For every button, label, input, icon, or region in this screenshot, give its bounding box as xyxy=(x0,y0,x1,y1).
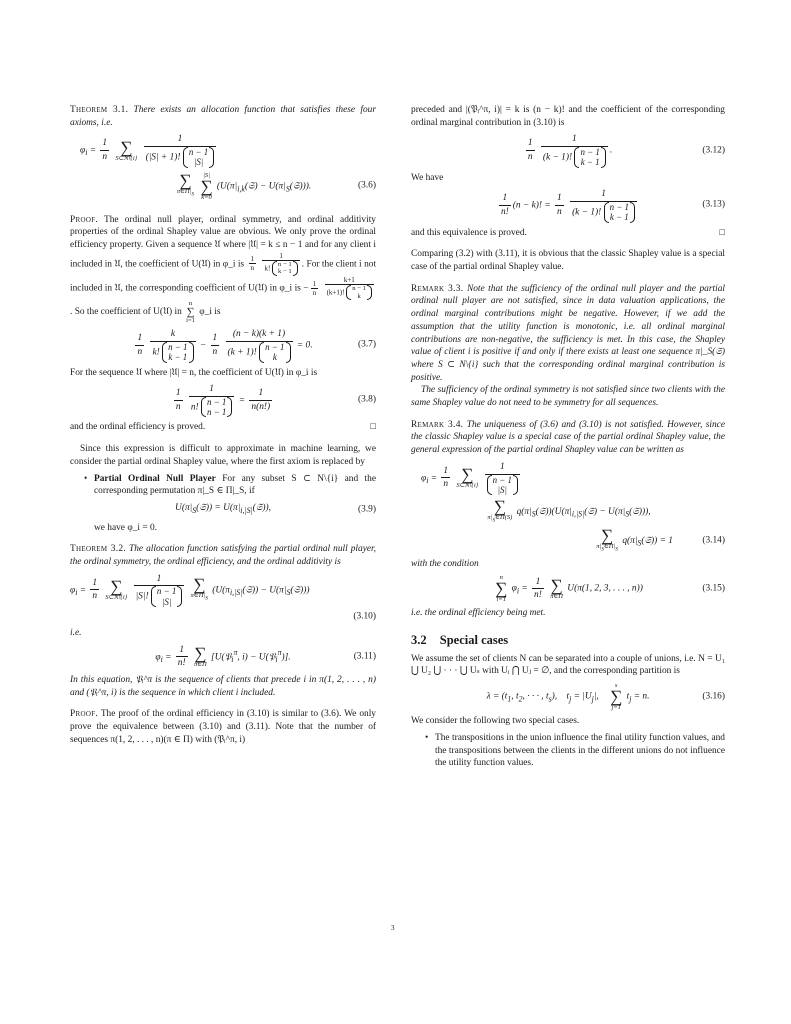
equation-number: (3.8) xyxy=(358,395,376,406)
equation-3-13: $\frac{1}{n!}$ (n − k)! = $\frac{1}{n}$ 1 (k − 1)! n − 1 k − 1 (3.13) xyxy=(500,189,725,223)
remark-3-3-cont: The sufficiency of the ordinal symmetry is not satisfied since two clients with the same Shapley value do not need to be symmetry for all sequences. xyxy=(411,385,725,409)
equation-number: (3.13) xyxy=(702,200,725,211)
equation-3-8: $\frac{1}{n}$ 1 n! n − 1 n − 1 = $\frac{1}{n(n!)}$ (3.8) xyxy=(175,384,376,418)
proof-3-1: Proof. The ordinal null player, ordinal symmetry, and ordinal additivity properties of the ordinal Shapley value are obvious. We only prove the ordinal efficiency property. Given a sequence 𝔘 where |𝔘| = k ≤ n − 1 and for any client i included in 𝔘, the coefficient of U(𝔘) in φ_i is $\frac{1}{n}$ 1 k! n − 1 k − 1 . For the client i not included in 𝔘, the corresponding coefficient of U(𝔘) in φ_i is − $\frac{1}{n}$ k+1 (k+1)! n − 1 k . So the coefficient of U(𝔘) in n ∑ i=1 φ_i is xyxy=(70,214,377,325)
theorem-label: Theorem 3.1. xyxy=(70,105,129,115)
theorem-text: The allocation function satisfying the partial ordinal null player, the ordinal symmetry, the ordinal efficiency, and the ordinal additivity is xyxy=(70,544,376,567)
remark-text: The uniqueness of (3.6) and (3.10) is not satisfied. However, since the classic Shapley value is a special case of the partial ordinal Shapley value, the general expression of the partial ordinal Shapley value can be written as xyxy=(411,419,725,456)
proof-continued: preceded and |(𝔓ᵢ^π, i)| = k is (n − k)! and the coefficient of the corresponding ordinal marginal contribution in (3.10) is xyxy=(411,105,725,128)
equation-number: (3.15) xyxy=(702,583,725,594)
remark-label: Remark 3.4. xyxy=(411,419,464,430)
proof-end xyxy=(70,421,376,434)
equation-3-9: $U(\pi|_S(𝔖))$ = $U(\pi|_{i,|S|}(𝔖))$, (3.9) xyxy=(175,503,376,515)
comparing-paragraph: Comparing (3.2) with (3.11), it is obvious that the classic Shapley value is a special case of the partial ordinal Shapley value. xyxy=(411,249,725,272)
proof-label: Proof. xyxy=(70,709,99,720)
equation-3-15: n ∑ i=1 $\varphi_i$ = $\frac{1}{n!}$ ∑ π∈Π U(π(1, 2, 3, . . . , n)) (3.15) xyxy=(495,574,725,604)
equation-3-6-line1: $\varphi_i$ = $\frac{1}{n}$ ∑ S⊂N\{i} 1 (|S| + 1)! n − 1 |S| xyxy=(70,133,376,167)
section-number: 3.2 xyxy=(411,633,427,648)
equation-3-9-after: we have φ_i = 0. xyxy=(94,522,158,533)
theorem-3-1 xyxy=(70,104,376,129)
equation-general-line2: ∑ $\pi|_S\in\Pi(S)$ $q(\pi|_S(𝔖))(U(\pi|_{i,|S|}(𝔖)$ − $U(\pi|_S(𝔖))$), xyxy=(487,497,651,524)
ie-label: i.e. xyxy=(70,627,82,638)
qed-symbol: □ xyxy=(719,227,725,238)
proof-3-2 xyxy=(70,708,376,746)
equation-number: (3.14) xyxy=(702,535,725,546)
remark-3-3 xyxy=(411,283,725,385)
equation-3-14: ∑ $\pi|_S\in\Pi|_S$ $q(\pi|_S(𝔖)) = 1$ (3.14) xyxy=(596,526,725,553)
proof-text: . For the client i xyxy=(301,259,362,270)
equation-number: (3.7) xyxy=(358,340,376,351)
section-title: Special cases xyxy=(439,633,509,648)
proof-end-text: and the ordinal efficiency is proved. xyxy=(70,422,206,433)
bullet-dot-icon: • xyxy=(425,732,429,743)
in-equation-text: In this equation, 𝔓ᵢ^π is the sequence of clients that precede i in π(1, 2, . . . , n) and (𝔓ᵢ^π, i) is the sequence in which client i included. xyxy=(70,675,376,698)
proof-text: The proof of the ordinal efficiency in (3.10) is similar to (3.6). We only prove the equivalence between (3.10) and (3.11). Note that the number of sequences π(1, 2, . . . , n)(π ∈ Π) with (𝔓ᵢ^π, i) xyxy=(70,709,376,745)
equation-3-6-line2: ∑ $\pi\in\Pi|_S$ |S| ∑ k=0 ($U(\pi|_{i,k}(𝔖)$ − $U(\pi|_S(𝔖))$). (3.6) xyxy=(176,171,376,201)
equation-3-11: $\varphi_i$ = $\frac{1}{n!}$ ∑ π∈Π [U(𝔓$_i^\pi$, i) − U(𝔓$_i^\pi$)]. (3.11) xyxy=(155,643,376,669)
qed-symbol: □ xyxy=(370,422,376,433)
equivalence-proved xyxy=(411,227,725,240)
equation-general-line1: $\varphi_i$ = $\frac{1}{n}$ ∑ S⊂N\{i} 1 n − 1 |S| xyxy=(411,461,725,495)
equation-3-10-number xyxy=(70,611,376,623)
special-cases-paragraph: We assume the set of clients N can be separated into a couple of unions, i.e. N = U₁ ⋃ U₂ ⋃ · · · ⋃ Uₛ with Uᵢ ⋂ Uⱼ = ∅, and the corresponding partition is xyxy=(411,653,725,677)
proof-text: φ_i is xyxy=(199,307,221,318)
bullet-title: Partial Ordinal Null Player xyxy=(94,473,216,484)
section-heading-3-2 xyxy=(411,634,725,647)
proof-text: . So the coefficient of U(𝔘) in xyxy=(70,307,182,318)
bullet-text: The transpositions in the union influence the final utility function values, and the transpositions between the clients in the different unions do not influence the utility function values. xyxy=(435,732,725,769)
equation-number: (3.6) xyxy=(358,180,376,191)
consider-paragraph: We consider the following two special cases. xyxy=(411,716,580,727)
proof-text: not included in 𝔘, the corresponding coefficient of U(𝔘) in φ_i is xyxy=(70,259,377,294)
bullet-partial-null-player xyxy=(70,473,376,498)
equation-number: (3.10) xyxy=(353,611,376,622)
equivalence-text: and this equivalence is proved. xyxy=(411,227,527,238)
ie-efficiency: i.e. the ordinal efficiency being met. xyxy=(411,608,546,619)
remark-3-4 xyxy=(411,419,725,457)
theorem-text: There exists an allocation function that satisfies these four axioms, i.e. xyxy=(70,105,376,128)
remark-label: Remark 3.3. xyxy=(411,283,464,294)
equation-number: (3.9) xyxy=(358,504,376,515)
right-column xyxy=(411,104,725,770)
equation-3-10: $\varphi_i$ = $\frac{1}{n}$ ∑ S⊂N\{i} 1 |S|! n − 1 |S| ∑ $\pi\in\Pi|_S$ ($U(\pi_{i,|S|}(𝔖))$ − $U(\pi|_S(𝔖))$) xyxy=(70,573,310,607)
we-have: We have xyxy=(411,172,444,183)
partial-shapley-paragraph: Since this expression is difficult to approximate in machine learning, we consider the partial ordinal Shapley value, where the first axiom is replaced by xyxy=(70,444,376,467)
page-number: 3 xyxy=(391,924,395,932)
bullet-dot-icon: • xyxy=(84,473,88,484)
equation-number: (3.16) xyxy=(702,691,725,702)
proof-label: Proof. xyxy=(70,214,99,225)
remark-text: Note that the sufficiency of the ordinal null player and the partial ordinal null player are not satisfied, since in data valuation applications, the ordinal marginal contributions might be negative. However, if we add the assumption that the utility function is monotonic, i.e. all ordinal marginal contributions are non-negative, the sufficiency is met. In this case, the Shapley value of client i is positive if and only if there exists at least one sequence π|_S(𝔖) where S ⊂ N\{i} such that the corresponding ordinal marginal contribution is positive. xyxy=(411,283,725,383)
theorem-label: Theorem 3.2. xyxy=(70,544,126,555)
theorem-3-2 xyxy=(70,543,376,568)
bullet-text: For any subset S ⊂ N\{i} and the corresponding permutation π|_S ∈ Π|_S, if xyxy=(94,473,376,497)
equation-3-12: $\frac{1}{n}$ 1 (k − 1)! n − 1 k − 1 . (3.12) xyxy=(527,134,725,168)
equation-number: (3.12) xyxy=(702,145,725,156)
equation-3-7: $\frac{1}{n}$ k k! n − 1 k − 1 − $\frac{1}{n}$ (n − k)(k + 1) (k + 1)! n − 1 k = 0. (3.7) xyxy=(137,329,376,363)
equation-number: (3.11) xyxy=(353,651,376,662)
with-condition: with the condition xyxy=(411,558,479,569)
left-column xyxy=(70,104,376,747)
proof-text: The ordinal null player, ordinal symmetry, and ordinal additivity properties of the ordinal Shapley value are obvious. We only prove the ordinal efficiency property. Given a sequence 𝔘 where |𝔘| = k ≤ n − 1 and for any client i included in 𝔘, the coefficient of U(𝔘) in φ_i is xyxy=(70,214,376,270)
proof-text-sequence: For the sequence 𝔘 where |𝔘| = n, the coefficient of U(𝔘) in φ_i is xyxy=(70,367,318,378)
equation-3-16: $\lambda = (t_1$, $t_2$, · · · , $t_s$), $t_j = |U_j|$, s ∑ j=1 $t_j = n$. (3.16) xyxy=(486,682,725,712)
bullet-special-case-1 xyxy=(411,732,725,770)
